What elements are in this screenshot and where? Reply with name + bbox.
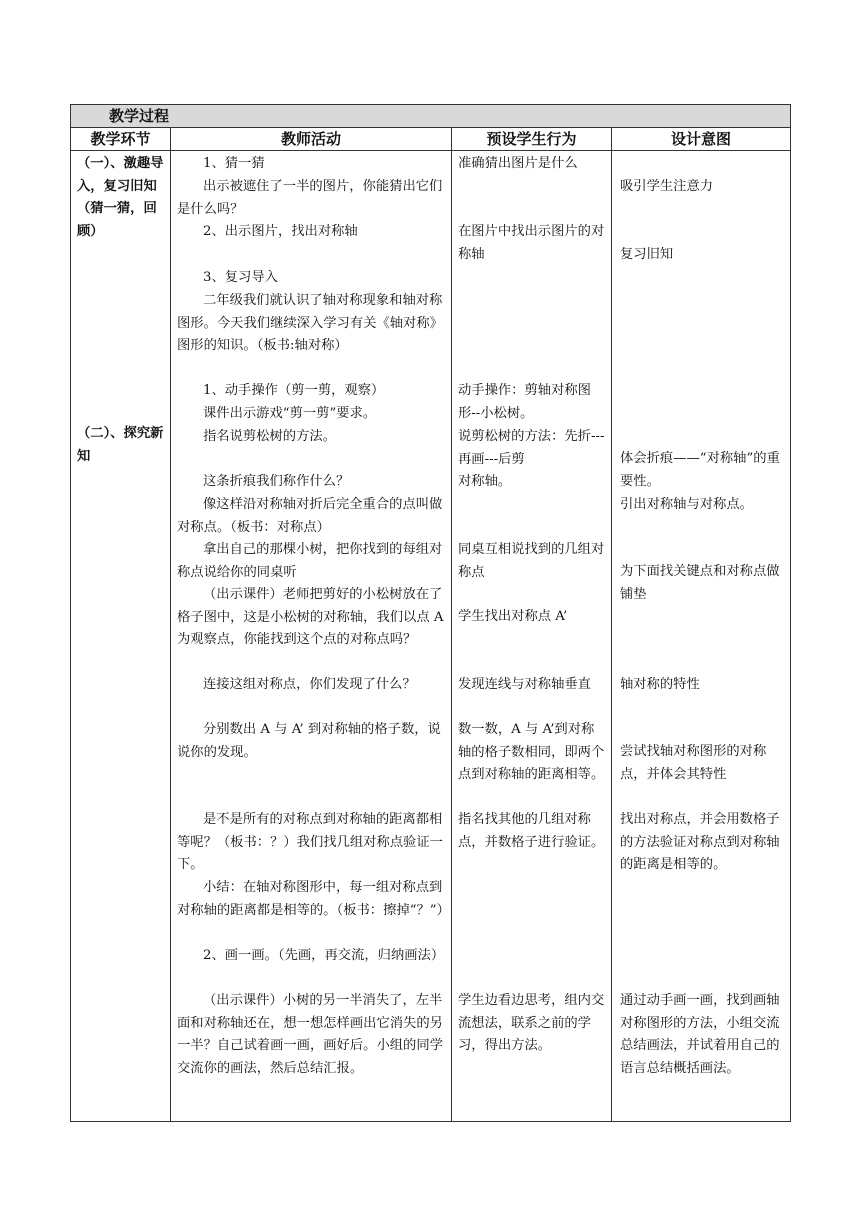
intent-item: 找出对称点，并会用数格子的方法验证对称点到对称轴的距离是相等的。 [620, 812, 780, 872]
teacher-item: 像这样沿对称轴对折后完全重合的点叫做对称点。（板书：对称点） [177, 497, 443, 535]
student-item: 发现连线与对称轴垂直 [458, 677, 591, 692]
teacher-item: 这条折痕我们称作什么？ [203, 474, 350, 489]
header-student: 预设学生行为 [452, 128, 612, 151]
teacher-item: 课件出示游戏“剪一剪”要求。 [203, 406, 377, 421]
intent-cell [612, 151, 791, 1122]
intent-item: 轴对称的特性 [620, 677, 700, 692]
teacher-item: 连接这组对称点，你们发现了什么？ [203, 677, 416, 692]
student-item: 说剪松树的方法：先折---再画---后剪 [458, 429, 605, 467]
header-intent: 设计意图 [612, 128, 791, 151]
teacher-item: 小结：在轴对称图形中，每一组对称点到对称轴的距离都是相等的。（板书：擦掉“？”） [177, 880, 450, 918]
student-item: 对称轴。 [458, 474, 512, 489]
teacher-item: 是不是所有的对称点到对称轴的距离都相等呢？（板书：？）我们找几组对称点验证一下。 [177, 812, 443, 872]
intent-item: 通过动手画一画，找到画轴对称图形的方法，小组交流总结画法，并试着用自己的语言总结概括画法。 [620, 993, 780, 1076]
student-item: 指名找其他的几组对称点，并数格子进行验证。 [458, 812, 605, 850]
student-item: 数一数，A 与 A’到对称轴的格子数相同，即两个点到对称轴的距离相等。 [458, 722, 605, 782]
teacher-item: 出示被遮住了一半的图片，你能猜出它们是什么吗？ [177, 179, 443, 217]
teacher-item: 1、猜一猜 [203, 156, 265, 171]
intent-item: 体会折痕——“对称轴”的重要性。 [620, 451, 780, 489]
intent-item: 尝试找轴对称图形的对称点，并体会其特性 [620, 744, 767, 782]
teacher-item: 1、动手操作（剪一剪，观察） [203, 383, 385, 398]
lesson-plan-sheet [70, 104, 790, 1122]
intent-item: 吸引学生注意力 [620, 179, 714, 194]
table-header-row [71, 128, 791, 151]
teacher-item: 2、出示图片，找出对称轴 [203, 224, 358, 239]
header-stage: 教学环节 [71, 128, 171, 151]
student-item: 动手操作：剪轴对称图形--小松树。 [458, 383, 591, 421]
table-title-row [71, 105, 791, 128]
stage-1: （一）、激趣导入，复习旧知（猜一猜，回顾） [77, 156, 164, 239]
stage-cell [71, 151, 171, 1122]
teacher-item: （出示课件）老师把剪好的小松树放在了格子图中，这是小松树的对称轴，我们以点 A 为观察点，你能找到这个点的对称点吗？ [177, 587, 444, 647]
teacher-item: 分别数出 A 与 A’ 到对称轴的格子数，说说你的发现。 [177, 722, 441, 760]
intent-item: 引出对称轴与对称点。 [620, 497, 753, 512]
intent-item: 为下面找关键点和对称点做铺垫 [620, 564, 780, 602]
student-item: 准确猜出图片是什么 [458, 156, 578, 171]
teaching-process-table [70, 104, 791, 1122]
teacher-item: 二年级我们就认识了轴对称现象和轴对称图形。今天我们继续深入学习有关《轴对称》图形的知识。（板书:轴对称） [177, 293, 443, 353]
teacher-cell [171, 151, 452, 1122]
teacher-item: 指名说剪松树的方法。 [203, 429, 336, 444]
student-item: 同桌互相说找到的几组对称点 [458, 542, 605, 580]
teacher-item: 3、复习导入 [203, 270, 278, 285]
student-item: 学生边看边思考，组内交流想法，联系之前的学习，得出方法。 [458, 993, 605, 1053]
stage-2: （二）、探究新知 [77, 426, 164, 464]
table-title: 教学过程 [71, 105, 791, 128]
header-teacher: 教师活动 [171, 128, 452, 151]
table-body-row [71, 151, 791, 1122]
student-item: 在图片中找出示图片的对称轴 [458, 224, 605, 262]
student-item: 学生找出对称点 A’ [458, 609, 568, 624]
student-cell [452, 151, 612, 1122]
teacher-item: 拿出自己的那棵小树，把你找到的每组对称点说给你的同桌听 [177, 542, 443, 580]
intent-item: 复习旧知 [620, 247, 674, 262]
teacher-item: （出示课件）小树的另一半消失了，左半面和对称轴还在，想一想怎样画出它消失的另一半？自己试着画一画，画好后。小组的同学交流你的画法，然后总结汇报。 [177, 993, 443, 1076]
teacher-item: 2、画一画。（先画，再交流，归纳画法） [203, 948, 445, 963]
